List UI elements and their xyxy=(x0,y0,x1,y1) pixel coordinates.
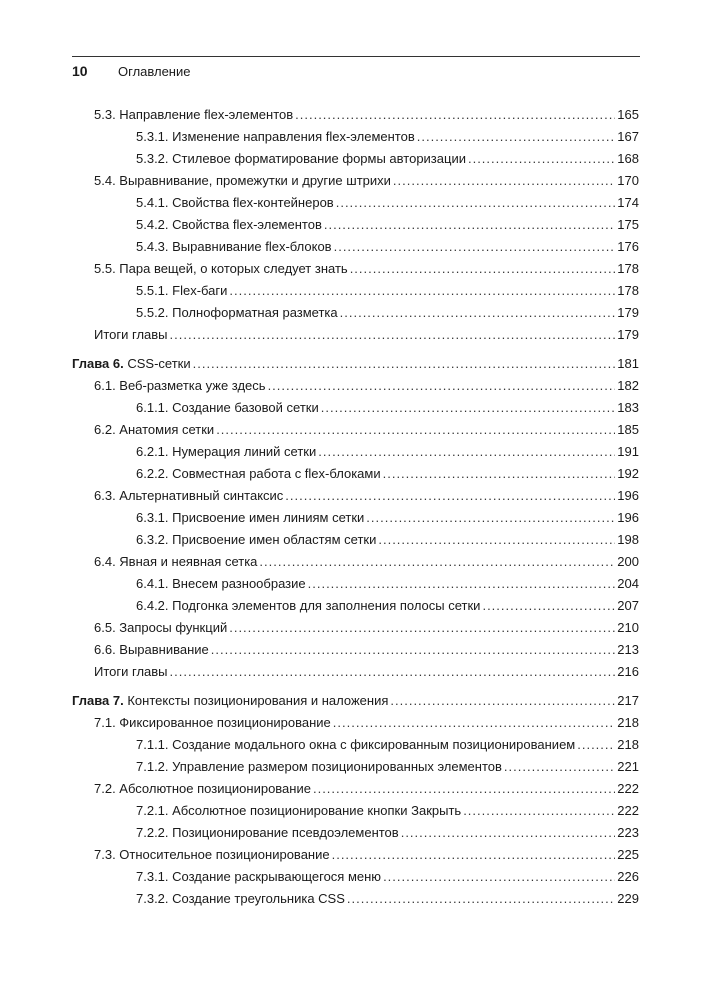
toc-page-number: 191 xyxy=(617,444,639,459)
toc-entry-text: 7.1.1. Создание модального окна с фиксированным позиционированием xyxy=(136,737,576,752)
toc-dot-leader xyxy=(321,397,616,419)
toc-dot-leader xyxy=(170,324,616,346)
toc-entry-title xyxy=(136,148,466,170)
toc-chapter-entry xyxy=(72,690,639,712)
toc-entry-text: 5.5.1. Flex-баги xyxy=(136,283,228,298)
toc-entry xyxy=(72,485,639,507)
toc-entry-title xyxy=(94,661,168,683)
toc-entry xyxy=(72,397,639,419)
toc-entry-title xyxy=(94,324,168,346)
toc-entry-title xyxy=(136,463,381,485)
toc-entry xyxy=(72,661,639,683)
toc-entry xyxy=(72,441,639,463)
toc-entry xyxy=(72,888,639,910)
toc-dot-leader xyxy=(313,778,615,800)
toc-entry-title xyxy=(136,529,376,551)
toc-page-number: 178 xyxy=(617,261,639,276)
toc-entry xyxy=(72,595,639,617)
toc-entry-title xyxy=(136,734,575,756)
toc-dot-leader xyxy=(482,595,615,617)
toc-page-number: 176 xyxy=(617,239,639,254)
toc-entry-title xyxy=(94,639,209,661)
toc-entry-text: 7.3. Относительное позиционирование xyxy=(94,847,330,862)
toc-entry xyxy=(72,507,639,529)
toc-entry xyxy=(72,529,639,551)
toc-entry-text: 7.3.1. Создание раскрывающегося меню xyxy=(136,869,382,884)
toc-entry-title xyxy=(136,888,345,910)
toc-entry-title xyxy=(94,712,331,734)
toc-page-number: 185 xyxy=(617,422,639,437)
toc-entry-text: 6.5. Запросы функций xyxy=(94,620,228,635)
toc-entry xyxy=(72,214,639,236)
toc-entry-text: 6.2.1. Нумерация линий сетки xyxy=(136,444,317,459)
toc-entry xyxy=(72,712,639,734)
toc-dot-leader xyxy=(334,236,616,258)
toc-page-number: 222 xyxy=(617,781,639,796)
toc-page-number: 196 xyxy=(617,510,639,525)
toc-entry xyxy=(72,756,639,778)
toc-entry-text: 5.4.3. Выравнивание flex-блоков xyxy=(136,239,332,254)
page-header xyxy=(72,56,640,79)
toc-entry xyxy=(72,324,639,346)
toc-dot-leader xyxy=(285,485,615,507)
toc-entry-text: 6.6. Выравнивание xyxy=(94,642,209,657)
toc-entry-title xyxy=(136,397,319,419)
toc-dot-leader xyxy=(504,756,615,778)
toc-entry xyxy=(72,302,639,324)
toc-entry xyxy=(72,463,639,485)
toc-page-number: 226 xyxy=(617,869,639,884)
toc-entry-title xyxy=(94,104,293,126)
toc-page-number: 218 xyxy=(617,715,639,730)
toc-entry-text: 5.4.2. Свойства flex-элементов xyxy=(136,217,322,232)
toc-dot-leader xyxy=(463,800,615,822)
toc-entry-text: 7.3.2. Создание треугольника CSS xyxy=(136,891,345,906)
toc-entry xyxy=(72,192,639,214)
toc-dot-leader xyxy=(350,258,616,280)
page-number: 10 xyxy=(72,63,88,79)
toc-dot-leader xyxy=(401,822,616,844)
toc-page-number: 179 xyxy=(617,327,639,342)
toc-dot-leader xyxy=(193,353,616,375)
toc-entry xyxy=(72,126,639,148)
toc-entry-title xyxy=(136,236,332,258)
toc-dot-leader xyxy=(170,661,616,683)
toc-entry xyxy=(72,800,639,822)
toc-page-number: 181 xyxy=(617,356,639,371)
toc-dot-leader xyxy=(324,214,615,236)
toc-page-number: 179 xyxy=(617,305,639,320)
toc-page-number: 178 xyxy=(617,283,639,298)
toc-entry-title xyxy=(136,800,461,822)
toc-entry-title xyxy=(94,617,227,639)
toc-entry-title xyxy=(136,573,306,595)
toc-entry-text: Итоги главы xyxy=(94,327,168,342)
toc-page-number: 182 xyxy=(617,378,639,393)
toc-entry-title xyxy=(136,866,381,888)
toc-page-number: 170 xyxy=(617,173,639,188)
toc-page-number: 229 xyxy=(617,891,639,906)
toc-page-number: 196 xyxy=(617,488,639,503)
table-of-contents xyxy=(72,104,639,910)
toc-entry-title xyxy=(94,419,214,441)
toc-entry xyxy=(72,170,639,192)
toc-dot-leader xyxy=(333,712,616,734)
toc-chapter-entry xyxy=(72,353,639,375)
toc-entry-title xyxy=(94,844,330,866)
toc-entry-text: 5.5. Пара вещей, о которых следует знать xyxy=(94,261,348,276)
toc-entry xyxy=(72,844,639,866)
toc-dot-leader xyxy=(295,104,615,126)
toc-entry xyxy=(72,639,639,661)
toc-entry-text: 6.2. Анатомия сетки xyxy=(94,422,215,437)
toc-page-number: 167 xyxy=(617,129,639,144)
toc-page-number: 198 xyxy=(617,532,639,547)
toc-entry-text: 6.4.2. Подгонка элементов для заполнения полосы сетки xyxy=(136,598,481,613)
toc-entry-text: 5.5.2. Полноформатная разметка xyxy=(136,305,338,320)
toc-entry xyxy=(72,573,639,595)
toc-entry-text: 7.2.2. Позиционирование псевдоэлементов xyxy=(136,825,399,840)
toc-dot-leader xyxy=(318,441,615,463)
toc-entry-title xyxy=(136,192,334,214)
toc-entry xyxy=(72,258,639,280)
toc-dot-leader xyxy=(390,690,615,712)
toc-dot-leader xyxy=(268,375,616,397)
toc-dot-leader xyxy=(229,280,615,302)
toc-dot-leader xyxy=(378,529,615,551)
toc-entry xyxy=(72,617,639,639)
toc-entry xyxy=(72,822,639,844)
toc-entry-title xyxy=(94,551,257,573)
toc-entry-title xyxy=(136,507,364,529)
toc-dot-leader xyxy=(393,170,615,192)
toc-entry-text: 7.1.2. Управление размером позиционированных элементов xyxy=(136,759,502,774)
toc-entry-text: 5.4.1. Свойства flex-контейнеров xyxy=(136,195,334,210)
toc-page-number: 175 xyxy=(617,217,639,232)
toc-dot-leader xyxy=(308,573,616,595)
toc-entry-text: Итоги главы xyxy=(94,664,168,679)
toc-dot-leader xyxy=(332,844,616,866)
toc-entry-title xyxy=(94,778,311,800)
toc-entry-title xyxy=(136,595,480,617)
toc-page-number: 168 xyxy=(617,151,639,166)
toc-entry-text: 6.4. Явная и неявная сетка xyxy=(94,554,258,569)
toc-dot-leader xyxy=(468,148,615,170)
toc-entry-title xyxy=(136,302,338,324)
toc-entry xyxy=(72,236,639,258)
toc-chapter-label: Глава 7. xyxy=(72,693,124,708)
toc-entry-text: Контексты позиционирования и наложения xyxy=(127,693,389,708)
toc-entry-title xyxy=(94,485,283,507)
toc-entry-title xyxy=(72,353,191,375)
toc-page-number: 204 xyxy=(617,576,639,591)
toc-page-number: 165 xyxy=(617,107,639,122)
toc-page-number: 216 xyxy=(617,664,639,679)
toc-entry-title xyxy=(94,170,391,192)
toc-entry-title xyxy=(136,280,227,302)
toc-page-number: 221 xyxy=(617,759,639,774)
toc-entry-text: 7.2.1. Абсолютное позиционирование кнопки Закрыть xyxy=(136,803,462,818)
toc-entry-title xyxy=(94,258,348,280)
toc-entry xyxy=(72,375,639,397)
toc-page-number: 207 xyxy=(617,598,639,613)
toc-dot-leader xyxy=(211,639,616,661)
toc-page-number: 222 xyxy=(617,803,639,818)
toc-entry-text: 5.3. Направление flex-элементов xyxy=(94,107,294,122)
toc-entry xyxy=(72,419,639,441)
toc-page-number: 213 xyxy=(617,642,639,657)
toc-entry-text: 7.1. Фиксированное позиционирование xyxy=(94,715,331,730)
toc-dot-leader xyxy=(216,419,615,441)
toc-dot-leader xyxy=(336,192,616,214)
toc-dot-leader xyxy=(229,617,615,639)
toc-entry-text: 6.3. Альтернативный синтаксис xyxy=(94,488,284,503)
toc-entry-text: 5.4. Выравнивание, промежутки и другие штрихи xyxy=(94,173,391,188)
toc-entry xyxy=(72,734,639,756)
toc-page-number: 218 xyxy=(617,737,639,752)
toc-page-number: 217 xyxy=(617,693,639,708)
toc-page-number: 174 xyxy=(617,195,639,210)
toc-dot-leader xyxy=(383,866,615,888)
toc-entry-title xyxy=(136,441,316,463)
toc-entry-text: 6.2.2. Совместная работа с flex-блоками xyxy=(136,466,381,481)
toc-entry-text: CSS-сетки xyxy=(127,356,191,371)
toc-entry-text: 6.4.1. Внесем разнообразие xyxy=(136,576,306,591)
toc-entry-title xyxy=(136,822,399,844)
toc-dot-leader xyxy=(366,507,615,529)
toc-entry xyxy=(72,148,639,170)
toc-entry-title xyxy=(72,690,388,712)
toc-dot-leader xyxy=(340,302,616,324)
toc-page-number: 223 xyxy=(617,825,639,840)
toc-chapter-label: Глава 6. xyxy=(72,356,124,371)
toc-entry-title xyxy=(136,126,415,148)
toc-entry xyxy=(72,778,639,800)
toc-entry-title xyxy=(136,756,502,778)
toc-page-number: 210 xyxy=(617,620,639,635)
toc-entry-text: 6.3.2. Присвоение имен областям сетки xyxy=(136,532,377,547)
toc-page-number: 200 xyxy=(617,554,639,569)
toc-entry-text: 5.3.2. Стилевое форматирование формы авторизации xyxy=(136,151,466,166)
toc-entry xyxy=(72,551,639,573)
toc-entry xyxy=(72,280,639,302)
running-title: Оглавление xyxy=(118,64,191,79)
toc-page-number: 183 xyxy=(617,400,639,415)
toc-entry-text: 6.1.1. Создание базовой сетки xyxy=(136,400,319,415)
toc-dot-leader xyxy=(347,888,615,910)
toc-dot-leader xyxy=(577,734,615,756)
toc-entry-title xyxy=(136,214,322,236)
toc-entry xyxy=(72,866,639,888)
toc-dot-leader xyxy=(383,463,616,485)
toc-dot-leader xyxy=(259,551,615,573)
toc-entry-text: 7.2. Абсолютное позиционирование xyxy=(94,781,311,796)
toc-entry-title xyxy=(94,375,266,397)
toc-entry-text: 5.3.1. Изменение направления flex-элементов xyxy=(136,129,415,144)
toc-entry xyxy=(72,104,639,126)
toc-page-number: 192 xyxy=(617,466,639,481)
toc-entry-text: 6.1. Веб-разметка уже здесь xyxy=(94,378,266,393)
toc-dot-leader xyxy=(417,126,616,148)
toc-page-number: 225 xyxy=(617,847,639,862)
toc-entry-text: 6.3.1. Присвоение имен линиям сетки xyxy=(136,510,365,525)
